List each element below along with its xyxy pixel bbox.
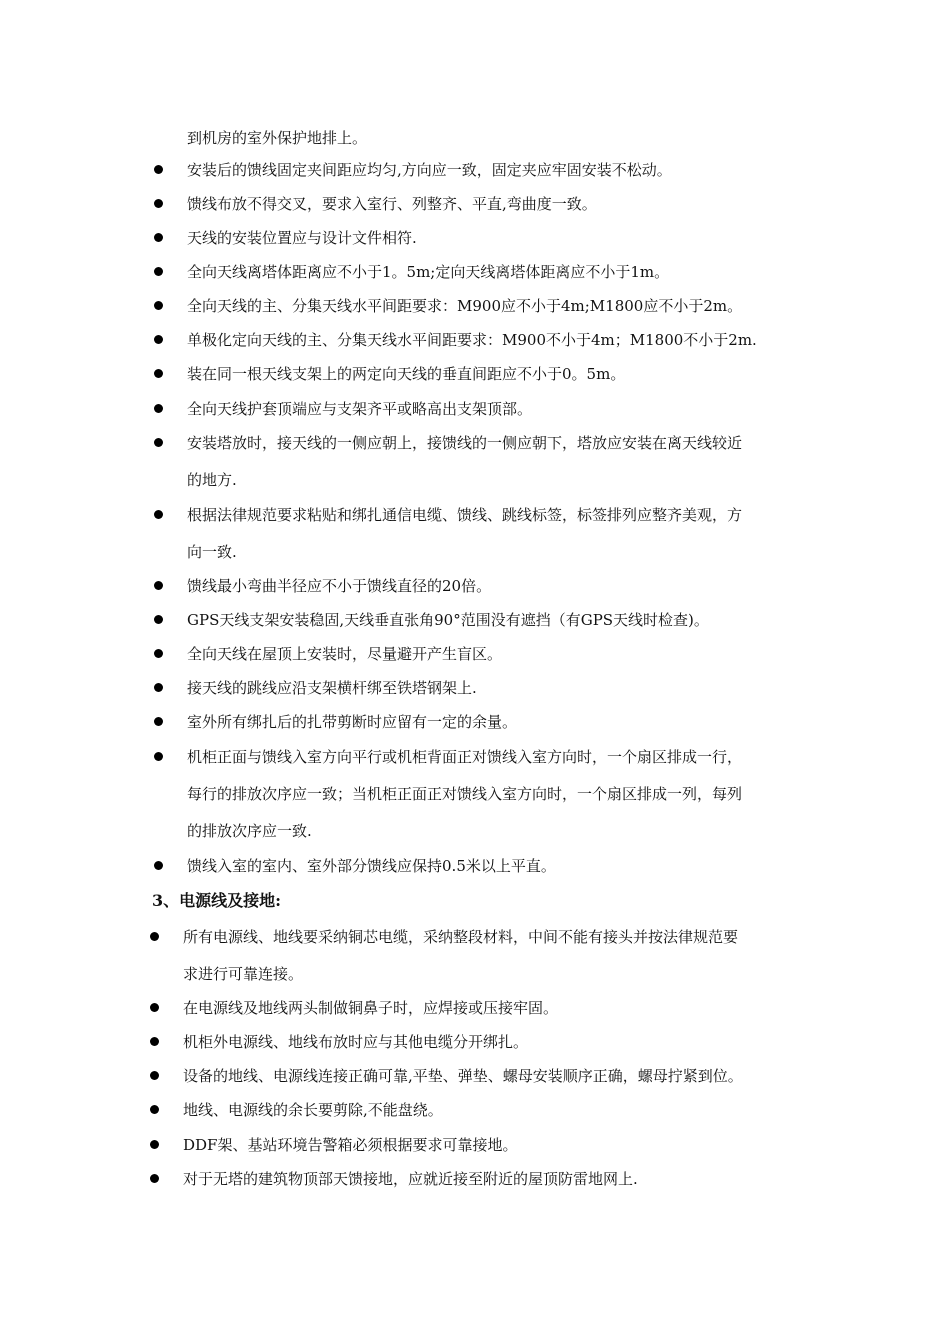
list-item: 对于无塔的建筑物顶部天馈接地，应就近接至附近的屋顶防雷地网上. bbox=[183, 1170, 638, 1188]
bullet-icon bbox=[154, 861, 163, 870]
continuation-line: 到机房的室外保护地排上。 bbox=[187, 129, 368, 147]
bullet-icon bbox=[154, 335, 163, 344]
list-item: 全向天线离塔体距离应不小于1。5m;定向天线离塔体距离应不小于1m。 bbox=[187, 263, 670, 281]
list-item: 地线、电源线的余长要剪除,不能盘绕。 bbox=[183, 1101, 443, 1119]
list-item: 全向天线护套顶端应与支架齐平或略高出支架顶部。 bbox=[187, 400, 533, 418]
list-item: 馈线入室的室内、室外部分馈线应保持0.5米以上平直。 bbox=[187, 857, 556, 875]
list-item: DDF架、基站环境告警箱必须根据要求可靠接地。 bbox=[183, 1136, 518, 1154]
bullet-icon bbox=[154, 717, 163, 726]
bullet-icon bbox=[154, 301, 163, 310]
section-heading: 3、电源线及接地: bbox=[152, 891, 282, 910]
list-item: GPS天线支架安装稳固,天线垂直张角90°范围没有遮挡（有GPS天线时检查)。 bbox=[187, 611, 709, 629]
bullet-icon bbox=[150, 1037, 159, 1046]
bullet-icon bbox=[154, 649, 163, 658]
list-item-continuation: 的地方. bbox=[187, 471, 237, 489]
list-item-continuation: 的排放次序应一致. bbox=[187, 822, 312, 840]
bullet-icon bbox=[154, 369, 163, 378]
list-item: 全向天线的主、分集天线水平间距要求：M900应不小于4m;M1800应不小于2m。 bbox=[187, 297, 743, 315]
list-item: 接天线的跳线应沿支架横杆绑至铁塔钢架上. bbox=[187, 679, 477, 697]
list-item-continuation: 求进行可靠连接。 bbox=[183, 965, 304, 983]
bullet-icon bbox=[154, 615, 163, 624]
list-item: 单极化定向天线的主、分集天线水平间距要求：M900不小于4m；M1800不小于2m. bbox=[187, 331, 757, 349]
list-item: 机柜正面与馈线入室方向平行或机柜背面正对馈线入室方向时，一个扇区排成一行， bbox=[187, 748, 743, 766]
bullet-icon bbox=[154, 752, 163, 761]
list-item: 全向天线在屋顶上安装时，尽量避开产生盲区。 bbox=[187, 645, 503, 663]
list-item: 装在同一根天线支架上的两定向天线的垂直间距应不小于0。5m。 bbox=[187, 365, 626, 383]
list-item: 馈线最小弯曲半径应不小于馈线直径的20倍。 bbox=[187, 577, 492, 595]
bullet-icon bbox=[154, 165, 163, 174]
bullet-icon bbox=[154, 438, 163, 447]
bullet-icon bbox=[150, 1140, 159, 1149]
list-item: 安装后的馈线固定夹间距应均匀,方向应一致，固定夹应牢固安装不松动。 bbox=[187, 161, 672, 179]
list-item-continuation: 向一致. bbox=[187, 543, 237, 561]
bullet-icon bbox=[150, 1071, 159, 1080]
bullet-icon bbox=[154, 267, 163, 276]
bullet-icon bbox=[150, 1003, 159, 1012]
bullet-icon bbox=[154, 404, 163, 413]
list-item: 馈线布放不得交叉，要求入室行、列整齐、平直,弯曲度一致。 bbox=[187, 195, 597, 213]
list-item-continuation: 每行的排放次序应一致；当机柜正面正对馈线入室方向时，一个扇区排成一列，每列 bbox=[187, 785, 743, 803]
list-item: 天线的安装位置应与设计文件相符. bbox=[187, 229, 417, 247]
list-item: 室外所有绑扎后的扎带剪断时应留有一定的余量。 bbox=[187, 713, 518, 731]
bullet-icon bbox=[154, 510, 163, 519]
list-item: 机柜外电源线、地线布放时应与其他电缆分开绑扎。 bbox=[183, 1033, 529, 1051]
list-item: 所有电源线、地线要采纳铜芯电缆，采纳整段材料，中间不能有接头并按法律规范要 bbox=[183, 928, 739, 946]
bullet-icon bbox=[150, 932, 159, 941]
bullet-icon bbox=[154, 683, 163, 692]
list-item: 在电源线及地线两头制做铜鼻子时，应焊接或压接牢固。 bbox=[183, 999, 559, 1017]
bullet-icon bbox=[154, 199, 163, 208]
bullet-icon bbox=[150, 1105, 159, 1114]
list-item: 设备的地线、电源线连接正确可靠,平垫、弹垫、螺母安装顺序正确，螺母拧紧到位。 bbox=[183, 1067, 743, 1085]
bullet-icon bbox=[150, 1174, 159, 1183]
bullet-icon bbox=[154, 581, 163, 590]
list-item: 安装塔放时，接天线的一侧应朝上，接馈线的一侧应朝下，塔放应安装在离天线较近 bbox=[187, 434, 743, 452]
list-item: 根据法律规范要求粘贴和绑扎通信电缆、馈线、跳线标签，标签排列应整齐美观，方 bbox=[187, 506, 743, 524]
bullet-icon bbox=[154, 233, 163, 242]
